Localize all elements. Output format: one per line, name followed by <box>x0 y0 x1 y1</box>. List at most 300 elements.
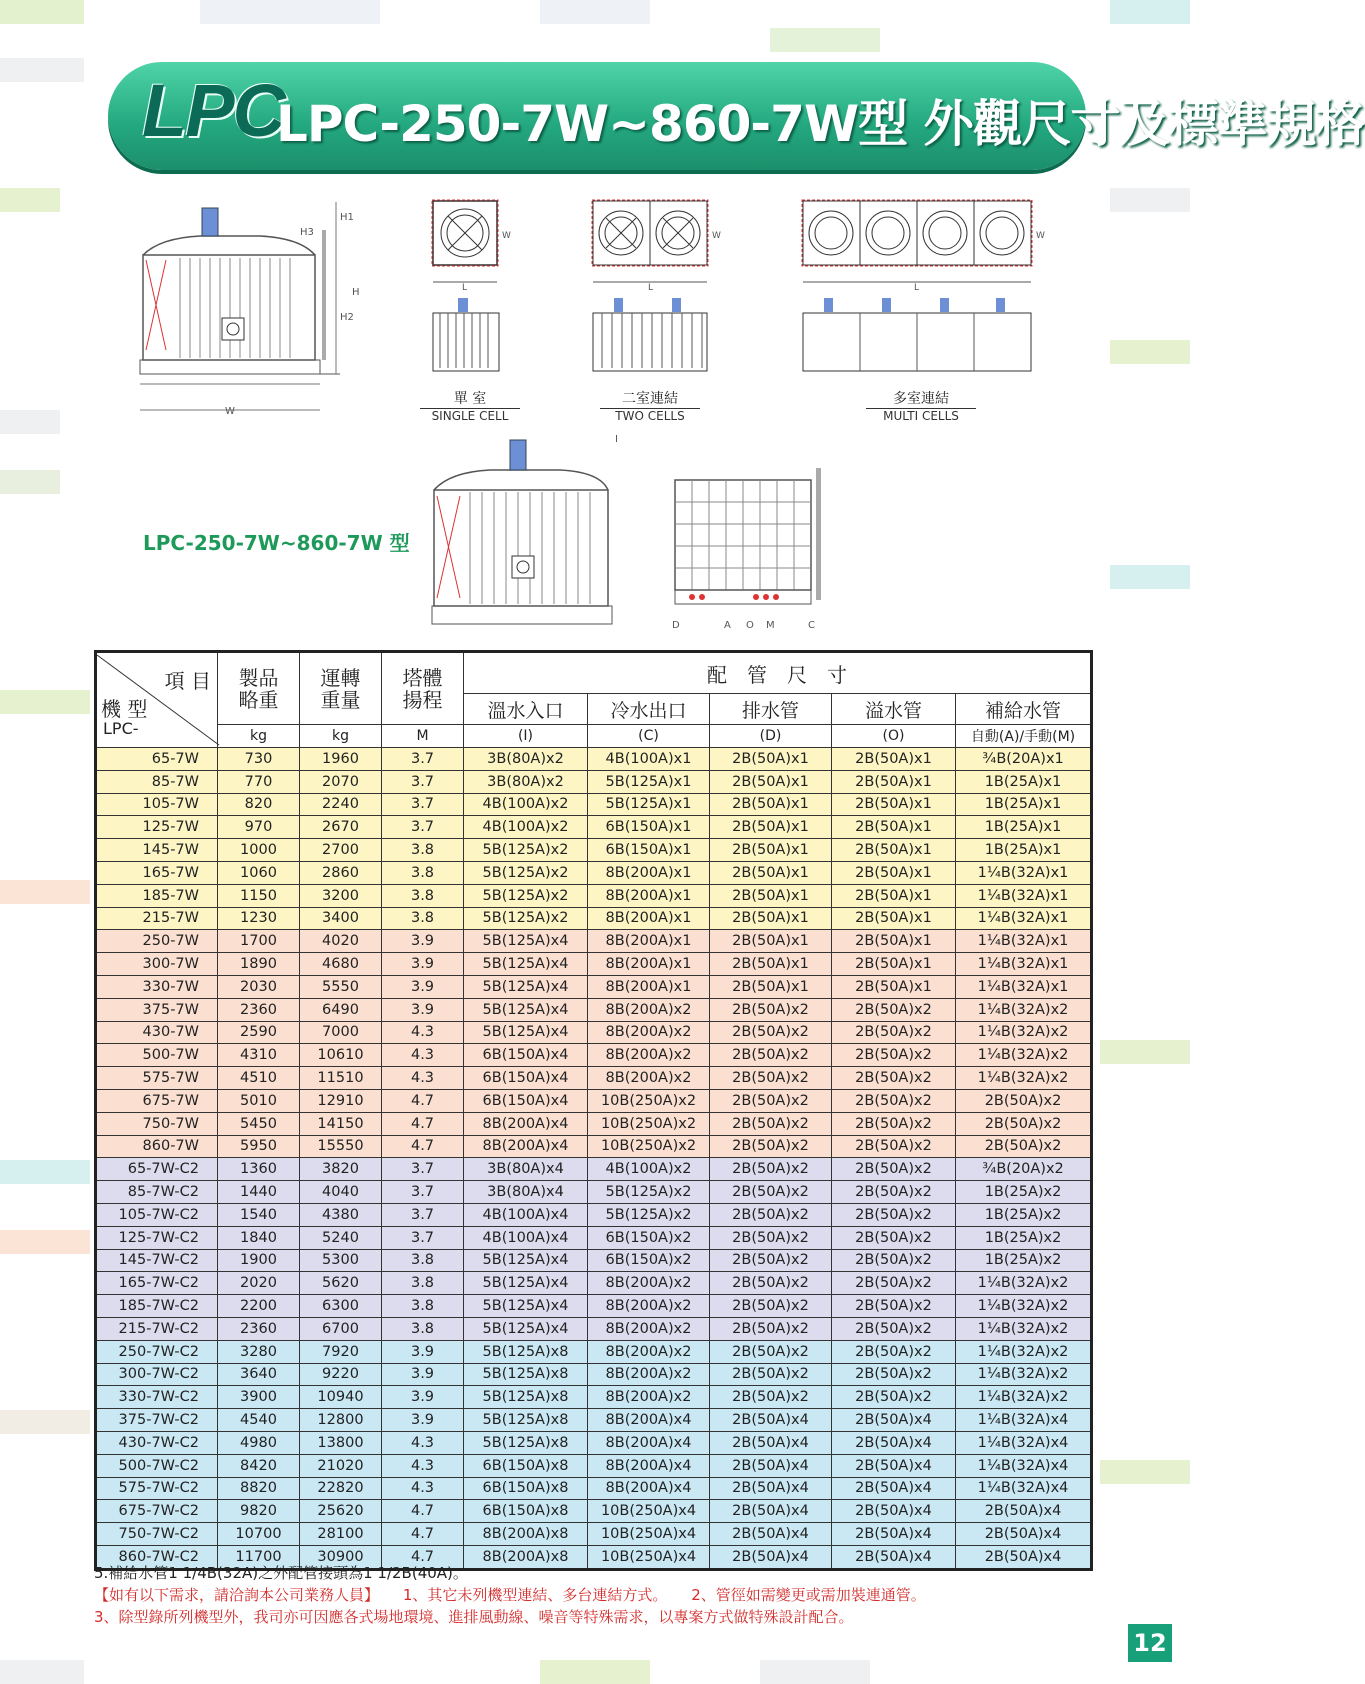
decor-strip <box>0 58 84 82</box>
dim-h2-label: H2 <box>340 312 354 323</box>
cell-makeup: 1¼B(32A)x2 <box>956 1044 1092 1067</box>
cell-weight: 1230 <box>218 907 300 930</box>
cell-inlet: 4B(100A)x2 <box>464 816 588 839</box>
cell-inlet: 8B(200A)x8 <box>464 1545 588 1569</box>
decor-strip <box>200 0 380 24</box>
cell-drain: 2B(50A)x4 <box>710 1477 832 1500</box>
cell-model: 185-7W-C2 <box>96 1295 218 1318</box>
cell-op-weight: 3200 <box>300 884 382 907</box>
cell-makeup: 2B(50A)x2 <box>956 1135 1092 1158</box>
unit-op-weight: kg <box>300 725 382 748</box>
cell-model: 125-7W <box>96 816 218 839</box>
header-weight: 製品 略重 <box>218 652 300 725</box>
cell-overflow: 2B(50A)x2 <box>832 1203 956 1226</box>
pipe-label-d: D <box>672 620 680 631</box>
cell-head: 3.9 <box>382 975 464 998</box>
cell-weight: 9820 <box>218 1500 300 1523</box>
cell-drain: 2B(50A)x1 <box>710 748 832 771</box>
header-head: 塔體 揚程 <box>382 652 464 725</box>
cell-weight: 970 <box>218 816 300 839</box>
cell-makeup: 2B(50A)x2 <box>956 1112 1092 1135</box>
dim-w-label: W <box>225 406 235 417</box>
cell-makeup: 1¼B(32A)x2 <box>956 1317 1092 1340</box>
table-row <box>96 793 1092 816</box>
cell-overflow: 2B(50A)x4 <box>832 1454 956 1477</box>
multi-cells-drawing <box>800 198 1050 378</box>
decor-strip <box>1110 565 1190 589</box>
cell-drain: 2B(50A)x2 <box>710 1295 832 1318</box>
cell-drain: 2B(50A)x2 <box>710 1340 832 1363</box>
cell-inlet: 8B(200A)x4 <box>464 1135 588 1158</box>
large-side-view-drawing <box>430 430 620 630</box>
table-row <box>96 1203 1092 1226</box>
cell-overflow: 2B(50A)x1 <box>832 770 956 793</box>
cell-outlet: 8B(200A)x1 <box>588 953 710 976</box>
cell-inlet: 5B(125A)x8 <box>464 1363 588 1386</box>
cell-head: 3.8 <box>382 839 464 862</box>
cell-makeup: 1¼B(32A)x1 <box>956 907 1092 930</box>
cell-makeup: 1¼B(32A)x4 <box>956 1431 1092 1454</box>
cell-head: 4.3 <box>382 1044 464 1067</box>
cell-inlet: 6B(150A)x8 <box>464 1477 588 1500</box>
table-row <box>96 839 1092 862</box>
two-cells-caption <box>600 388 700 423</box>
cell-makeup: 2B(50A)x4 <box>956 1545 1092 1569</box>
cell-inlet: 5B(125A)x2 <box>464 861 588 884</box>
cell-drain: 2B(50A)x1 <box>710 907 832 930</box>
cell-overflow: 2B(50A)x2 <box>832 1272 956 1295</box>
cell-inlet: 5B(125A)x8 <box>464 1431 588 1454</box>
table-row <box>96 1272 1092 1295</box>
cell-inlet: 5B(125A)x4 <box>464 1249 588 1272</box>
decor-strip <box>1110 0 1190 24</box>
table-row <box>96 1454 1092 1477</box>
decor-strip <box>1110 188 1190 212</box>
cell-outlet: 8B(200A)x4 <box>588 1454 710 1477</box>
cell-model: 575-7W-C2 <box>96 1477 218 1500</box>
cell-overflow: 2B(50A)x4 <box>832 1477 956 1500</box>
cell-op-weight: 1960 <box>300 748 382 771</box>
cell-head: 4.7 <box>382 1523 464 1546</box>
notes <box>94 1562 926 1628</box>
cell-weight: 5950 <box>218 1135 300 1158</box>
cell-model: 750-7W-C2 <box>96 1523 218 1546</box>
note-contact-heading: 【如有以下需求，請洽詢本公司業務人員】 <box>94 1586 380 1604</box>
cell-outlet: 4B(100A)x1 <box>588 748 710 771</box>
cell-weight: 1000 <box>218 839 300 862</box>
table-row <box>96 1409 1092 1432</box>
cell-op-weight: 2240 <box>300 793 382 816</box>
cell-model: 500-7W-C2 <box>96 1454 218 1477</box>
cell-op-weight: 6490 <box>300 998 382 1021</box>
cell-head: 4.3 <box>382 1477 464 1500</box>
table-row <box>96 1021 1092 1044</box>
cell-inlet: 6B(150A)x4 <box>464 1089 588 1112</box>
cell-outlet: 8B(200A)x4 <box>588 1431 710 1454</box>
decor-strip <box>760 1660 870 1684</box>
cell-model: 85-7W-C2 <box>96 1181 218 1204</box>
cell-makeup: 1B(25A)x1 <box>956 816 1092 839</box>
cell-inlet: 3B(80A)x4 <box>464 1158 588 1181</box>
cell-makeup: 1B(25A)x1 <box>956 793 1092 816</box>
cell-makeup: 1¼B(32A)x2 <box>956 1340 1092 1363</box>
cell-model: 85-7W <box>96 770 218 793</box>
cell-drain: 2B(50A)x2 <box>710 1386 832 1409</box>
cell-weight: 4510 <box>218 1067 300 1090</box>
cell-op-weight: 2700 <box>300 839 382 862</box>
cell-model: 165-7W-C2 <box>96 1272 218 1295</box>
cell-drain: 2B(50A)x2 <box>710 1249 832 1272</box>
cell-inlet: 5B(125A)x4 <box>464 975 588 998</box>
cell-model: 375-7W <box>96 998 218 1021</box>
brand-logo: LPC <box>142 69 284 152</box>
cell-overflow: 2B(50A)x4 <box>832 1545 956 1569</box>
cell-outlet: 6B(150A)x2 <box>588 1226 710 1249</box>
cell-outlet: 8B(200A)x1 <box>588 975 710 998</box>
cell-weight: 5010 <box>218 1089 300 1112</box>
cell-op-weight: 6700 <box>300 1317 382 1340</box>
pipe-label-m: M <box>766 620 775 631</box>
cell-op-weight: 14150 <box>300 1112 382 1135</box>
cell-head: 3.8 <box>382 907 464 930</box>
table-row <box>96 1112 1092 1135</box>
table-row <box>96 1295 1092 1318</box>
single-cell-caption <box>420 388 520 423</box>
model-range-subtitle: LPC-250-7W~860-7W 型 <box>143 531 410 555</box>
decor-strip <box>0 1230 90 1254</box>
cell-head: 3.8 <box>382 1249 464 1272</box>
cell-head: 4.3 <box>382 1021 464 1044</box>
header-inlet: 溫水入口 <box>464 694 588 725</box>
cell-head: 3.7 <box>382 770 464 793</box>
decor-strip <box>540 1660 650 1684</box>
cell-outlet: 6B(150A)x1 <box>588 839 710 862</box>
cell-head: 4.3 <box>382 1067 464 1090</box>
cell-weight: 3280 <box>218 1340 300 1363</box>
cell-weight: 3900 <box>218 1386 300 1409</box>
cell-makeup: 1B(25A)x1 <box>956 839 1092 862</box>
cell-weight: 730 <box>218 748 300 771</box>
cell-drain: 2B(50A)x1 <box>710 793 832 816</box>
cell-op-weight: 25620 <box>300 1500 382 1523</box>
cell-model: 185-7W <box>96 884 218 907</box>
decor-strip <box>1100 1040 1190 1064</box>
cell-drain: 2B(50A)x1 <box>710 861 832 884</box>
cell-makeup: 1B(25A)x2 <box>956 1226 1092 1249</box>
cell-op-weight: 10940 <box>300 1386 382 1409</box>
cell-makeup: 1¼B(32A)x1 <box>956 884 1092 907</box>
cell-inlet: 5B(125A)x4 <box>464 1272 588 1295</box>
note-item-2: 2、管徑如需變更或需加裝連通管。 <box>691 1586 926 1604</box>
cell-overflow: 2B(50A)x2 <box>832 998 956 1021</box>
header-model-prefix: LPC- <box>103 719 139 738</box>
code-drain: (D) <box>710 725 832 748</box>
cell-makeup: 2B(50A)x4 <box>956 1500 1092 1523</box>
cell-weight: 1900 <box>218 1249 300 1272</box>
cell-weight: 2590 <box>218 1021 300 1044</box>
decor-strip <box>0 1410 90 1434</box>
cell-outlet: 10B(250A)x4 <box>588 1523 710 1546</box>
cell-outlet: 8B(200A)x2 <box>588 1363 710 1386</box>
page-number: 12 <box>1128 1624 1172 1662</box>
cell-model: 675-7W-C2 <box>96 1500 218 1523</box>
table-row <box>96 998 1092 1021</box>
cell-makeup: 1¼B(32A)x2 <box>956 1021 1092 1044</box>
cell-weight: 2360 <box>218 998 300 1021</box>
cell-outlet: 8B(200A)x2 <box>588 1386 710 1409</box>
cell-inlet: 3B(80A)x2 <box>464 748 588 771</box>
cell-drain: 2B(50A)x1 <box>710 953 832 976</box>
cell-drain: 2B(50A)x1 <box>710 930 832 953</box>
cell-overflow: 2B(50A)x1 <box>832 884 956 907</box>
code-makeup: 自動(A)/手動(M) <box>956 725 1092 748</box>
decor-strip <box>770 28 880 52</box>
note-line-3: 3、除型錄所列機型外，我司亦可因應各式場地環境、進排風動線、噪音等特殊需求，以專案方式做特殊設計配合。 <box>94 1608 854 1626</box>
cell-inlet: 5B(125A)x4 <box>464 1295 588 1318</box>
cell-outlet: 8B(200A)x2 <box>588 1295 710 1318</box>
table-row <box>96 953 1092 976</box>
multi-cells-label-en: MULTI CELLS <box>883 409 959 423</box>
note-item-1: 1、其它未列機型連結、多台連結方式。 <box>402 1586 668 1604</box>
cell-inlet: 5B(125A)x4 <box>464 1317 588 1340</box>
cell-head: 3.8 <box>382 1272 464 1295</box>
cell-makeup: ¾B(20A)x2 <box>956 1158 1092 1181</box>
cell-overflow: 2B(50A)x2 <box>832 1226 956 1249</box>
cell-outlet: 5B(125A)x2 <box>588 1181 710 1204</box>
cell-drain: 2B(50A)x4 <box>710 1431 832 1454</box>
cell-weight: 1840 <box>218 1226 300 1249</box>
cell-weight: 1360 <box>218 1158 300 1181</box>
table-row <box>96 770 1092 793</box>
cell-head: 3.9 <box>382 930 464 953</box>
cell-weight: 8420 <box>218 1454 300 1477</box>
cell-op-weight: 15550 <box>300 1135 382 1158</box>
cell-head: 3.7 <box>382 1226 464 1249</box>
cell-head: 4.3 <box>382 1431 464 1454</box>
cell-drain: 2B(50A)x2 <box>710 998 832 1021</box>
cell-makeup: 1B(25A)x2 <box>956 1181 1092 1204</box>
cell-outlet: 8B(200A)x2 <box>588 1340 710 1363</box>
cell-inlet: 4B(100A)x2 <box>464 793 588 816</box>
cell-outlet: 8B(200A)x2 <box>588 1317 710 1340</box>
header-model-cell <box>96 652 218 748</box>
cell-makeup: 1¼B(32A)x2 <box>956 1363 1092 1386</box>
cell-inlet: 6B(150A)x4 <box>464 1044 588 1067</box>
cell-model: 430-7W-C2 <box>96 1431 218 1454</box>
cell-model: 250-7W <box>96 930 218 953</box>
code-overflow: (O) <box>832 725 956 748</box>
pipe-label-a: A <box>724 620 731 631</box>
cell-model: 300-7W-C2 <box>96 1363 218 1386</box>
cell-drain: 2B(50A)x1 <box>710 839 832 862</box>
decor-strip <box>1110 340 1190 364</box>
cell-outlet: 5B(125A)x1 <box>588 770 710 793</box>
cell-head: 3.9 <box>382 953 464 976</box>
cell-inlet: 3B(80A)x4 <box>464 1181 588 1204</box>
single-cell-drawing <box>430 198 510 378</box>
cell-op-weight: 5240 <box>300 1226 382 1249</box>
cell-model: 215-7W-C2 <box>96 1317 218 1340</box>
cell-op-weight: 4680 <box>300 953 382 976</box>
cell-model: 145-7W-C2 <box>96 1249 218 1272</box>
cell-drain: 2B(50A)x2 <box>710 1181 832 1204</box>
cell-head: 3.8 <box>382 861 464 884</box>
decor-strip <box>1100 1460 1190 1484</box>
cell-op-weight: 28100 <box>300 1523 382 1546</box>
cell-model: 860-7W <box>96 1135 218 1158</box>
table-row <box>96 907 1092 930</box>
cell-drain: 2B(50A)x2 <box>710 1044 832 1067</box>
cell-outlet: 6B(150A)x2 <box>588 1249 710 1272</box>
header-makeup: 補給水管 <box>956 694 1092 725</box>
cell-drain: 2B(50A)x1 <box>710 770 832 793</box>
cell-head: 3.7 <box>382 1181 464 1204</box>
cell-overflow: 2B(50A)x2 <box>832 1340 956 1363</box>
cell-makeup: 1¼B(32A)x2 <box>956 1067 1092 1090</box>
cell-overflow: 2B(50A)x1 <box>832 839 956 862</box>
cell-outlet: 10B(250A)x2 <box>588 1112 710 1135</box>
cell-head: 3.7 <box>382 1203 464 1226</box>
cell-drain: 2B(50A)x4 <box>710 1409 832 1432</box>
cell-op-weight: 6300 <box>300 1295 382 1318</box>
table-row <box>96 1431 1092 1454</box>
single-cell-label-zh: 單 室 <box>420 388 520 409</box>
cell-inlet: 5B(125A)x2 <box>464 907 588 930</box>
cell-makeup: 1¼B(32A)x1 <box>956 953 1092 976</box>
cell-model: 750-7W <box>96 1112 218 1135</box>
cell-makeup: 1¼B(32A)x1 <box>956 975 1092 998</box>
cell-op-weight: 4380 <box>300 1203 382 1226</box>
cell-overflow: 2B(50A)x4 <box>832 1523 956 1546</box>
cell-inlet: 3B(80A)x2 <box>464 770 588 793</box>
table-row <box>96 816 1092 839</box>
cell-overflow: 2B(50A)x2 <box>832 1158 956 1181</box>
cell-weight: 8820 <box>218 1477 300 1500</box>
cell-head: 4.7 <box>382 1089 464 1112</box>
cell-drain: 2B(50A)x2 <box>710 1203 832 1226</box>
page-title: LPC-250-7W~860-7W型 外觀尺寸及標準規格 <box>276 95 1365 153</box>
cell-head: 3.8 <box>382 884 464 907</box>
cell-makeup: 1¼B(32A)x2 <box>956 1272 1092 1295</box>
cell-overflow: 2B(50A)x2 <box>832 1295 956 1318</box>
table-row <box>96 1477 1092 1500</box>
cell-weight: 2030 <box>218 975 300 998</box>
cell-op-weight: 5300 <box>300 1249 382 1272</box>
cell-drain: 2B(50A)x2 <box>710 1135 832 1158</box>
cell-overflow: 2B(50A)x4 <box>832 1431 956 1454</box>
cell-drain: 2B(50A)x2 <box>710 1363 832 1386</box>
cell-head: 3.7 <box>382 816 464 839</box>
header-item: 項 目 <box>164 669 211 693</box>
decor-strip <box>0 410 60 434</box>
cell-drain: 2B(50A)x1 <box>710 975 832 998</box>
cell-drain: 2B(50A)x1 <box>710 884 832 907</box>
cell-inlet: 5B(125A)x2 <box>464 839 588 862</box>
note-line-1: 5.補給水管1 1/4B(32A)之外配管接頭為1 1/2B(40A)。 <box>94 1564 468 1582</box>
cell-overflow: 2B(50A)x2 <box>832 1089 956 1112</box>
table-row <box>96 1181 1092 1204</box>
cell-overflow: 2B(50A)x1 <box>832 793 956 816</box>
cell-outlet: 8B(200A)x1 <box>588 884 710 907</box>
cell-makeup: 1¼B(32A)x2 <box>956 1295 1092 1318</box>
front-view-drawing <box>672 460 832 630</box>
cell-overflow: 2B(50A)x2 <box>832 1044 956 1067</box>
table-row <box>96 1386 1092 1409</box>
cell-overflow: 2B(50A)x4 <box>832 1409 956 1432</box>
cell-overflow: 2B(50A)x2 <box>832 1181 956 1204</box>
cell-op-weight: 22820 <box>300 1477 382 1500</box>
table-row <box>96 1089 1092 1112</box>
table-row <box>96 861 1092 884</box>
cell-drain: 2B(50A)x2 <box>710 1089 832 1112</box>
cell-outlet: 8B(200A)x1 <box>588 930 710 953</box>
cell-op-weight: 3820 <box>300 1158 382 1181</box>
cell-head: 3.8 <box>382 1317 464 1340</box>
two-cells-drawing <box>590 198 730 378</box>
cell-op-weight: 4020 <box>300 930 382 953</box>
unit-head: M <box>382 725 464 748</box>
cell-outlet: 8B(200A)x2 <box>588 1021 710 1044</box>
cell-overflow: 2B(50A)x1 <box>832 748 956 771</box>
dim-w-label: W <box>712 231 721 241</box>
table-row <box>96 884 1092 907</box>
cell-drain: 2B(50A)x2 <box>710 1226 832 1249</box>
cell-head: 4.3 <box>382 1454 464 1477</box>
cell-op-weight: 5620 <box>300 1272 382 1295</box>
cell-overflow: 2B(50A)x1 <box>832 907 956 930</box>
cell-op-weight: 7920 <box>300 1340 382 1363</box>
cell-head: 3.7 <box>382 1158 464 1181</box>
cell-model: 500-7W <box>96 1044 218 1067</box>
decor-strip <box>0 0 84 24</box>
decor-strip <box>0 1660 84 1684</box>
cell-outlet: 5B(125A)x1 <box>588 793 710 816</box>
cell-model: 675-7W <box>96 1089 218 1112</box>
cell-drain: 2B(50A)x1 <box>710 816 832 839</box>
cell-inlet: 5B(125A)x4 <box>464 998 588 1021</box>
cell-op-weight: 13800 <box>300 1431 382 1454</box>
cell-drain: 2B(50A)x2 <box>710 1317 832 1340</box>
cell-head: 3.9 <box>382 998 464 1021</box>
cell-model: 65-7W <box>96 748 218 771</box>
decor-strip <box>0 880 90 904</box>
cell-inlet: 5B(125A)x2 <box>464 884 588 907</box>
cell-inlet: 6B(150A)x8 <box>464 1500 588 1523</box>
decor-strip <box>540 0 650 24</box>
cell-makeup: 1B(25A)x1 <box>956 770 1092 793</box>
single-cell-label-en: SINGLE CELL <box>431 409 509 423</box>
cell-op-weight: 9220 <box>300 1363 382 1386</box>
dim-h3-label: H3 <box>300 227 314 238</box>
cell-inlet: 5B(125A)x4 <box>464 1021 588 1044</box>
table-row <box>96 1340 1092 1363</box>
header-outlet: 冷水出口 <box>588 694 710 725</box>
cell-model: 330-7W <box>96 975 218 998</box>
code-inlet: (I) <box>464 725 588 748</box>
cell-model: 145-7W <box>96 839 218 862</box>
cell-weight: 4310 <box>218 1044 300 1067</box>
dim-w-label: W <box>502 231 511 241</box>
cell-weight: 1540 <box>218 1203 300 1226</box>
cell-outlet: 8B(200A)x2 <box>588 1272 710 1295</box>
cell-op-weight: 11510 <box>300 1067 382 1090</box>
header-drain: 排水管 <box>710 694 832 725</box>
decor-strip <box>0 690 90 714</box>
table-row <box>96 1226 1092 1249</box>
two-cells-label-zh: 二室連結 <box>600 388 700 409</box>
cell-overflow: 2B(50A)x1 <box>832 975 956 998</box>
cell-head: 3.7 <box>382 793 464 816</box>
